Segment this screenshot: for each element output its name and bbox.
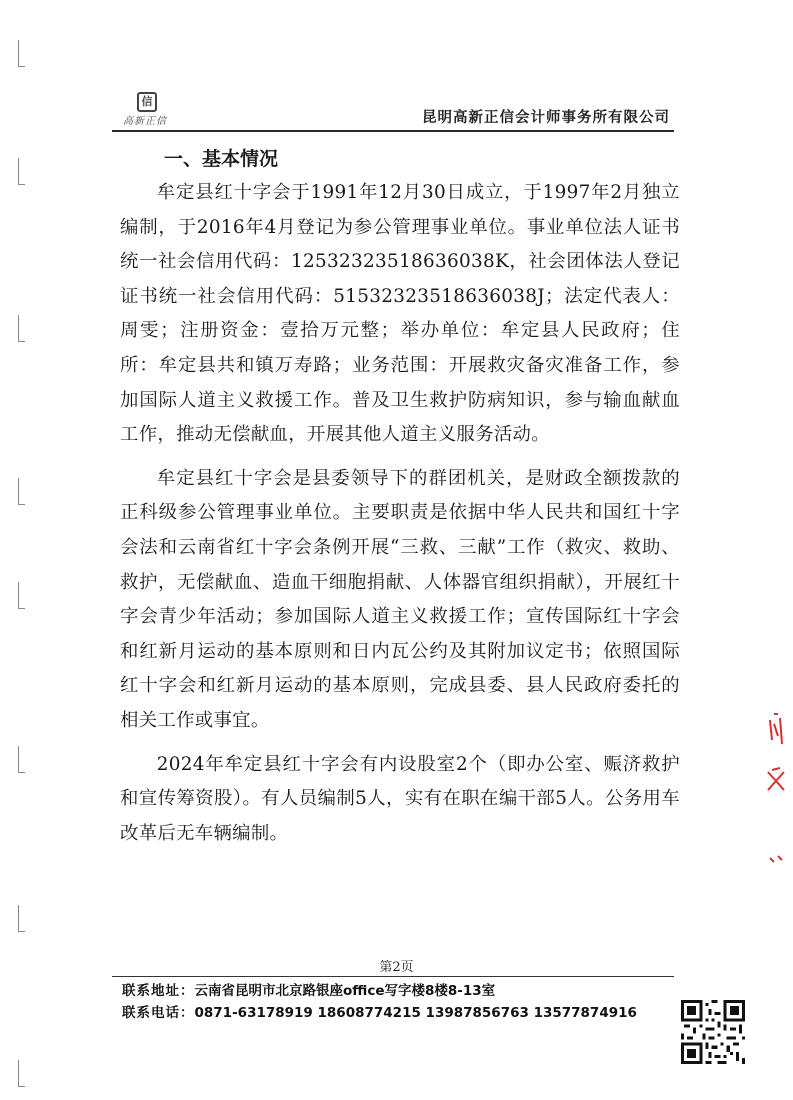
address-line <box>122 980 682 1002</box>
binding-mark <box>18 158 25 185</box>
header-divider <box>112 130 674 132</box>
logo-icon: 信 <box>137 92 157 112</box>
binding-mark <box>18 582 25 609</box>
footer-divider <box>112 976 674 977</box>
binding-mark <box>18 905 25 932</box>
paragraph: 2024年牟定县红十字会有内设股室2个（即办公室、赈济救护和宣传筹资股）。有人员编制5人，实有在职在编干部5人。公务用车改革后无车辆编制。 <box>120 753 680 844</box>
contact-footer <box>122 980 682 1024</box>
logo-text: 高新正信 <box>123 116 167 127</box>
phone-line <box>122 1002 682 1024</box>
address-value: 云南省昆明市北京路银座office写字楼8楼8-13室 <box>194 983 496 999</box>
document-body <box>120 142 680 851</box>
qr-code-icon <box>681 1000 745 1064</box>
binding-mark <box>18 478 25 505</box>
binding-mark <box>18 746 25 773</box>
binding-mark <box>18 1060 25 1087</box>
paragraph: 牟定县红十字会于1991年12月30日成立，于1997年2月独立编制，于2016年4月登记为参公管理事业单位。事业单位法人证书统一社会信用代码：12532323518636038K，社会团体法人登记证书统一社会信用代码：51532323518636038J；法定代表人：周雯；注册资金：壹拾万元整；举办单位：牟定县人民政府；住所：牟定县共和镇万寿路；业务范围：开展救灾备灾准备工作，参加国际人道主义救援工作。普及卫生救护防病知识，参与输血献血工作，推动无偿献血，开展其他人道主义服务活动。 <box>120 182 680 446</box>
address-label: 联系地址： <box>122 983 195 999</box>
binding-mark <box>18 40 25 67</box>
seal-stamp-icon <box>764 710 788 880</box>
firm-name: 昆明高新正信会计师事务所有限公司 <box>422 110 670 126</box>
firm-logo <box>116 92 174 128</box>
phone-label: 联系电话： <box>122 1005 195 1021</box>
page-number: 第2页 <box>379 960 414 975</box>
phone-value: 0871-63178919 18608774215 13987856763 13577874916 <box>194 1005 637 1021</box>
paragraph: 牟定县红十字会是县委领导下的群团机关，是财政全额拨款的正科级参公管理事业单位。主要职责是依据中华人民共和国红十字会法和云南省红十字会条例开展“三救、三献”工作（救灾、救助、救护，无偿献血、造血干细胞捐献、人体器官组织捐献），开展红十字会青少年活动；参加国际人道主义救援工作；宣传国际红十字会和红新月运动的基本原则和日内瓦公约及其附加议定书；依照国际红十字会和红新月运动的基本原则，完成县委、县人民政府委托的相关工作或事宜。 <box>120 467 680 731</box>
binding-mark <box>18 315 25 342</box>
section-heading: 一、基本情况 <box>164 148 279 170</box>
